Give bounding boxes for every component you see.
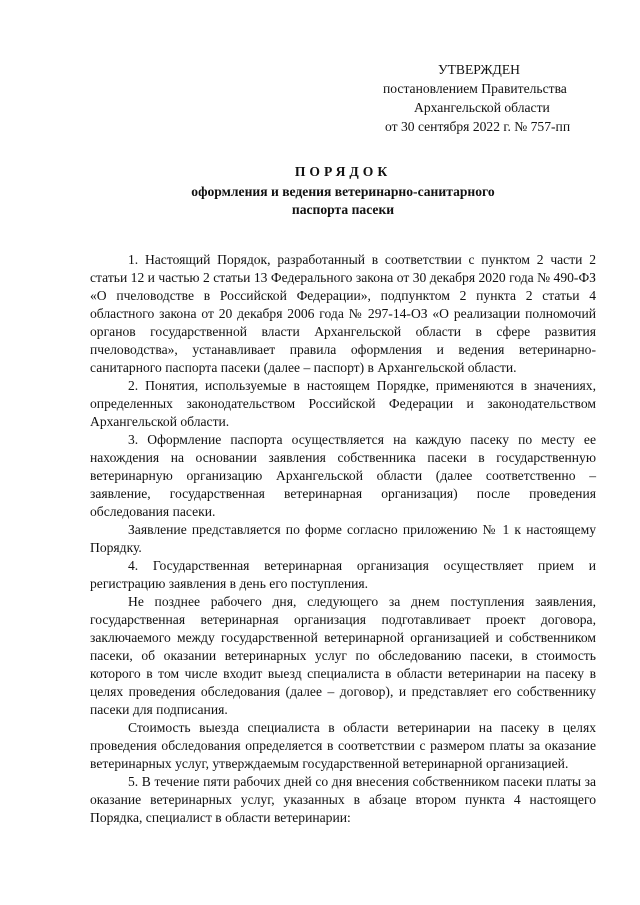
paragraph: Заявление представляется по форме согласно приложению № 1 к настоящему Порядку. (90, 522, 596, 555)
paragraph: Стоимость выезда специалиста в области ветеринарии на пасеку в целях проведения обследования определяется в соответствии с размером платы за оказание ветеринарных услуг, утверждаемым государственной ветеринарной организацией. (90, 720, 596, 771)
paragraph: Не позднее рабочего дня, следующего за днем поступления заявления, государственная ветеринарная организация подготавливает проект договора, заключаемого между государственной ветеринарной организацией и собственником пасеки, об оказании ветеринарных услуг по обследованию пасеки, в стоимость которого в том числе входит выезд специалиста в области ветеринарии на пасеку в целях проведения обследования (далее – договор), и представляет его собственнику пасеки для подписания. (90, 594, 596, 717)
paragraph: 5. В течение пяти рабочих дней со дня внесения собственником пасеки платы за оказание ветеринарных услуг, указанных в абзаце втором пункта 4 настоящего Порядка, специалист в области ветеринарии: (90, 774, 596, 825)
approval-line: от 30 сентября 2022 г. № 757-пп (385, 119, 571, 134)
document-subtitle: паспорта пасеки (291, 202, 395, 217)
paragraph: 4. Государственная ветеринарная организация осуществляет прием и регистрацию заявления в день его поступления. (90, 558, 596, 591)
document-subtitle: оформления и ведения ветеринарно-санитарного (191, 184, 495, 199)
approval-line: Архангельской области (414, 100, 550, 115)
document-heading (90, 163, 596, 219)
document-body (90, 251, 596, 827)
paragraph: 1. Настоящий Порядок, разработанный в соответствии с пунктом 2 части 2 статьи 12 и частью 2 статьи 13 Федерального закона от 30 декабря 2020 года № 490-ФЗ «О пчеловодстве в Российской Федерации», подпунктом 2 пункта 2 статьи 4 областного закона от 20 декабря 2006 года № 297-14-ОЗ «О реализации полномочий органов государственной власти Архангельской области в сфере развития пчеловодства», устанавливает правила оформления и ведения ветеринарно-санитарного паспорта пасеки (далее – паспорт) в Архангельской области. (90, 252, 596, 375)
approval-title: УТВЕРЖДЕН (438, 62, 520, 77)
paragraph: 2. Понятия, используемые в настоящем Порядке, применяются в значениях, определенных законодательством Российской Федерации и законодательством Архангельской области. (90, 378, 596, 429)
approval-stamp (372, 60, 618, 136)
document-title: ПОРЯДОК (294, 164, 392, 179)
approval-line: постановлением Правительства (383, 81, 567, 96)
paragraph: 3. Оформление паспорта осуществляется на каждую пасеку по месту ее нахождения на основании заявления собственника пасеки в государственную ветеринарную организацию Архангельской области (далее соответственно – заявление, государственная ветеринарная организация) после проведения обследования пасеки. (90, 432, 596, 519)
